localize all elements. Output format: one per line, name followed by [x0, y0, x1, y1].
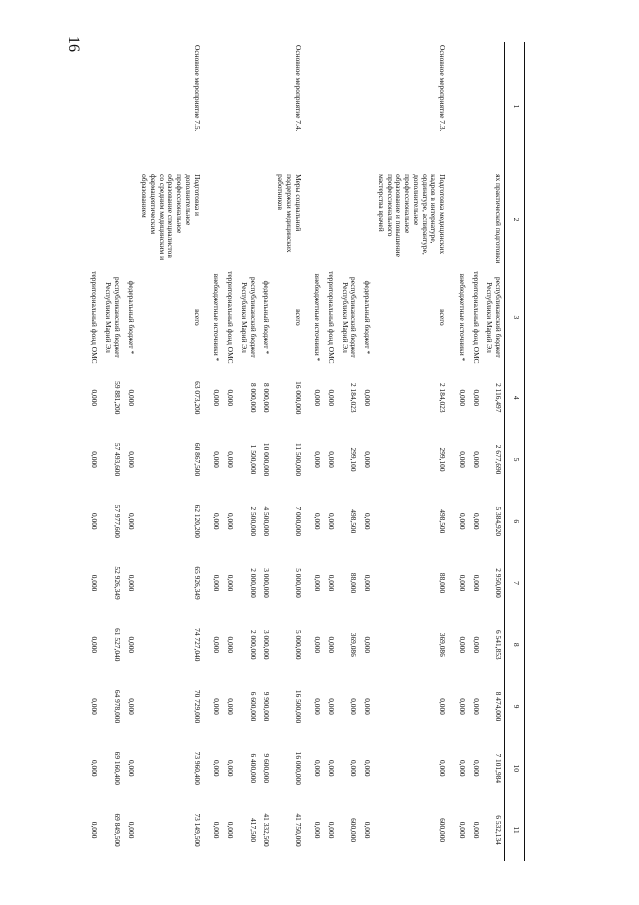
funding-source-cell: внебюджетные источники * [457, 273, 467, 362]
value-cell: 0,000 [226, 451, 236, 468]
funding-source-cell: всего [293, 309, 303, 326]
funding-source-cell: внебюджетные источники * [313, 273, 323, 362]
value-cell: 0,000 [313, 389, 323, 407]
value-cell: 0,000 [90, 512, 100, 530]
funding-source-cell: территориальный фонд ОМС [90, 271, 100, 364]
value-cell: 0,000 [226, 698, 236, 715]
value-cell: 2 184,023 [438, 383, 448, 413]
value-cell: 5 384,920 [494, 506, 504, 537]
description-cell [222, 171, 236, 268]
column-header-3: 3 [505, 268, 525, 367]
budget-table [87, 42, 525, 861]
value-cell: 0,000 [471, 759, 481, 777]
value-cell: 0,000 [327, 389, 337, 407]
value-cell: 0,000 [226, 389, 236, 407]
funding-source-cell: территориальный фонд ОМС [471, 271, 481, 364]
value-cell: 0,000 [327, 821, 337, 839]
value-cell: 52 926,349 [112, 566, 122, 600]
activity-cell [337, 42, 359, 171]
value-cell: 2 500,000 [248, 506, 258, 537]
value-cell: 0,000 [363, 821, 373, 839]
value-cell: 0,000 [471, 389, 481, 407]
activity-cell [482, 42, 505, 171]
value-cell: 0,000 [457, 389, 467, 407]
description-cell: Подготовка и дополнительное профессиональное образование специалистов со средним медицинским и фармацевтическим образованием [140, 174, 202, 261]
value-cell: 0,000 [212, 574, 222, 592]
value-cell: 0,000 [327, 512, 337, 530]
activity-cell [222, 42, 236, 171]
value-cell: 0,000 [126, 698, 136, 715]
value-cell: 417,500 [248, 818, 258, 843]
value-cell: 0,000 [90, 389, 100, 407]
value-cell: 74 727,040 [192, 628, 202, 662]
value-cell: 0,000 [126, 574, 136, 592]
activity-cell [87, 42, 101, 171]
activity-cell: Основное мероприятие 7.4. [293, 45, 303, 132]
value-cell: 0,000 [212, 821, 222, 839]
value-cell: 0,000 [212, 512, 222, 530]
column-header-1: 1 [505, 42, 525, 171]
column-header-5: 5 [505, 429, 525, 491]
value-cell: 0,000 [212, 389, 222, 407]
page-number: 16 [65, 36, 82, 52]
value-cell: 0,000 [90, 636, 100, 654]
table-row [272, 42, 303, 861]
funding-source-cell: внебюджетные источники * [212, 273, 222, 362]
value-cell: 0,000 [471, 698, 481, 715]
value-cell: 6 600,000 [248, 691, 258, 722]
description-cell: Меры социальной поддержки медицинских работников [276, 174, 303, 253]
value-cell: 0,000 [90, 759, 100, 777]
value-cell: 0,000 [457, 451, 467, 468]
value-cell: 498,500 [349, 509, 359, 534]
value-cell: 16 000,000 [293, 751, 303, 785]
value-cell: 10 000,000 [262, 442, 272, 477]
column-header-10: 10 [505, 737, 525, 799]
value-cell: 8 000,000 [262, 383, 272, 413]
value-cell: 60 867,500 [192, 442, 202, 477]
value-cell: 4 500,000 [262, 506, 272, 537]
rotated-page [90, 42, 525, 861]
activity-cell [123, 42, 137, 171]
value-cell: 73 149,500 [192, 813, 202, 847]
value-cell: 2 950,000 [494, 568, 504, 598]
description-cell: Подготовка медицинских кадров в интернатуре, ординатуре, аспирантуре, дополнительное профессиональное образование и повышение профессионального мастерства врачей [376, 174, 448, 257]
activity-cell: Основное мероприятие 7.3. [438, 45, 448, 132]
table-row [222, 42, 236, 861]
value-cell: 16 000,000 [293, 381, 303, 415]
value-cell: 0,000 [90, 574, 100, 592]
value-cell: 0,000 [313, 821, 323, 839]
value-cell: 0,000 [327, 636, 337, 654]
value-cell: 0,000 [313, 574, 323, 592]
funding-source-cell: всего [438, 309, 448, 326]
table-row [337, 42, 359, 861]
activity-cell [259, 42, 273, 171]
table-body [87, 42, 505, 861]
activity-cell [468, 42, 482, 171]
funding-source-cell: республиканский бюджет Республики Марий Эл [239, 277, 258, 358]
funding-source-cell: республиканский бюджет Республики Марий Эл [340, 277, 359, 358]
activity-cell [323, 42, 337, 171]
description-cell [323, 171, 337, 268]
table-row [323, 42, 337, 861]
value-cell: 0,000 [327, 574, 337, 592]
value-cell: 57 977,600 [112, 504, 122, 538]
description-cell [87, 171, 101, 268]
table-row [236, 42, 258, 861]
value-cell: 0,000 [126, 821, 136, 839]
value-cell: 0,000 [457, 821, 467, 839]
value-cell: 0,000 [471, 451, 481, 468]
value-cell: 0,000 [212, 636, 222, 654]
value-cell: 70 729,000 [192, 689, 202, 724]
value-cell: 2 000,000 [248, 630, 258, 660]
table-row [468, 42, 482, 861]
value-cell: 0,000 [313, 512, 323, 530]
table-row [137, 42, 203, 861]
description-cell [100, 171, 122, 268]
value-cell: 0,000 [349, 759, 359, 777]
value-cell: 0,000 [471, 512, 481, 530]
value-cell: 6 400,000 [248, 753, 258, 784]
value-cell: 41 750,000 [293, 813, 303, 847]
funding-source-cell: территориальный фонд ОМС [327, 271, 337, 364]
value-cell: 0,000 [126, 512, 136, 530]
value-cell: 69 160,400 [112, 751, 122, 785]
value-cell: 0,000 [212, 451, 222, 468]
description-cell [203, 171, 223, 268]
funding-source-cell: республиканский бюджет Республики Марий Эл [485, 277, 504, 358]
table-row [360, 42, 374, 861]
activity-cell [360, 42, 374, 171]
value-cell: 2 677,690 [494, 444, 504, 475]
value-cell: 0,000 [363, 636, 373, 654]
value-cell: 0,000 [126, 636, 136, 654]
description-cell [360, 171, 374, 268]
value-cell: 7 000,000 [293, 506, 303, 537]
value-cell: 0,000 [457, 636, 467, 654]
funding-source-cell: республиканский бюджет Республики Марий Эл [104, 277, 122, 358]
table-row [373, 42, 448, 861]
value-cell: 6 541,853 [494, 630, 504, 660]
value-cell: 0,000 [212, 698, 222, 715]
value-cell: 0,000 [349, 698, 359, 715]
value-cell: 0,000 [90, 698, 100, 715]
description-cell: ях практической подготовки [494, 174, 504, 264]
table-row [304, 42, 324, 861]
value-cell: 5 000,000 [293, 568, 303, 598]
value-cell: 0,000 [471, 574, 481, 592]
column-header-6: 6 [505, 490, 525, 552]
value-cell: 0,000 [363, 451, 373, 468]
value-cell: 9 900,000 [262, 691, 272, 722]
value-cell: 0,000 [438, 698, 448, 715]
activity-cell [203, 42, 223, 171]
value-cell: 0,000 [457, 759, 467, 777]
activity-cell [100, 42, 122, 171]
value-cell: 600,000 [349, 818, 359, 843]
value-cell: 41 332,500 [262, 813, 272, 847]
value-cell: 6 532,134 [494, 815, 504, 845]
value-cell: 0,000 [313, 759, 323, 777]
value-cell: 88,000 [349, 572, 359, 594]
value-cell: 0,000 [226, 821, 236, 839]
funding-source-cell: федеральный бюджет * [126, 280, 136, 355]
value-cell: 64 978,000 [112, 689, 122, 724]
value-cell: 0,000 [363, 759, 373, 777]
value-cell: 62 120,200 [192, 504, 202, 538]
value-cell: 3 000,000 [262, 568, 272, 598]
value-cell: 16 500,000 [293, 689, 303, 724]
column-header-7: 7 [505, 552, 525, 614]
table-row [203, 42, 223, 861]
description-cell [259, 171, 273, 268]
value-cell: 299,100 [438, 447, 448, 472]
value-cell: 65 926,349 [192, 566, 202, 600]
value-cell: 0,000 [363, 698, 373, 715]
description-cell [448, 171, 468, 268]
description-cell [468, 171, 482, 268]
value-cell: 1 500,000 [248, 444, 258, 475]
value-cell: 0,000 [90, 821, 100, 839]
value-cell: 7 101,984 [494, 753, 504, 784]
value-cell: 0,000 [457, 574, 467, 592]
value-cell: 600,000 [438, 818, 448, 843]
value-cell: 5 000,000 [293, 630, 303, 660]
activity-cell [448, 42, 468, 171]
value-cell: 369,086 [438, 632, 448, 657]
description-cell [236, 171, 258, 268]
value-cell: 0,000 [90, 451, 100, 468]
value-cell: 498,500 [438, 509, 448, 534]
table-row [100, 42, 122, 861]
funding-source-cell: всего [192, 309, 202, 326]
value-cell: 0,000 [471, 821, 481, 839]
table-row [123, 42, 137, 861]
value-cell: 0,000 [226, 574, 236, 592]
value-cell: 369,086 [349, 632, 359, 657]
value-cell: 0,000 [363, 512, 373, 530]
table-row [259, 42, 273, 861]
description-cell [123, 171, 137, 268]
value-cell: 0,000 [126, 759, 136, 777]
funding-source-cell: территориальный фонд ОМС [226, 271, 236, 364]
value-cell: 0,000 [363, 574, 373, 592]
value-cell: 0,000 [471, 636, 481, 654]
value-cell: 0,000 [457, 512, 467, 530]
column-header-2: 2 [505, 171, 525, 268]
value-cell: 88,000 [438, 572, 448, 594]
value-cell: 0,000 [313, 698, 323, 715]
value-cell: 0,000 [327, 698, 337, 715]
value-cell: 3 000,000 [262, 630, 272, 660]
value-cell: 8 474,000 [494, 691, 504, 722]
value-cell: 299,100 [349, 447, 359, 472]
value-cell: 0,000 [313, 636, 323, 654]
value-cell: 59 881,200 [112, 381, 122, 415]
value-cell: 9 600,000 [262, 753, 272, 784]
value-cell: 0,000 [313, 451, 323, 468]
column-header-9: 9 [505, 676, 525, 738]
value-cell: 2 000,000 [248, 568, 258, 598]
column-header-8: 8 [505, 614, 525, 676]
value-cell: 0,000 [327, 759, 337, 777]
value-cell: 0,000 [438, 759, 448, 777]
value-cell: 0,000 [327, 451, 337, 468]
value-cell: 0,000 [226, 759, 236, 777]
value-cell: 0,000 [226, 512, 236, 530]
table-header [505, 42, 525, 861]
activity-cell: Основное мероприятие 7.5. [192, 45, 202, 132]
value-cell: 63 073,200 [192, 381, 202, 415]
value-cell: 0,000 [212, 759, 222, 777]
value-cell: 61 527,040 [112, 628, 122, 662]
funding-source-cell: федеральный бюджет * [363, 280, 373, 355]
funding-source-cell: федеральный бюджет * [262, 280, 272, 355]
description-cell [337, 171, 359, 268]
column-header-11: 11 [505, 799, 525, 861]
value-cell: 57 493,600 [112, 442, 122, 477]
description-cell [304, 171, 324, 268]
activity-cell [304, 42, 324, 171]
value-cell: 0,000 [226, 636, 236, 654]
table-row [482, 42, 505, 861]
value-cell: 2 116,497 [494, 383, 504, 413]
table-row [448, 42, 468, 861]
value-cell: 2 184,023 [349, 383, 359, 413]
value-cell: 73 960,400 [192, 751, 202, 785]
value-cell: 0,000 [126, 389, 136, 407]
value-cell: 0,000 [457, 698, 467, 715]
value-cell: 0,000 [126, 451, 136, 468]
value-cell: 11 500,000 [293, 443, 303, 477]
header-row [505, 42, 525, 861]
value-cell: 0,000 [363, 389, 373, 407]
value-cell: 69 849,500 [112, 813, 122, 847]
activity-cell [236, 42, 258, 171]
value-cell: 8 000,000 [248, 383, 258, 413]
column-header-4: 4 [505, 367, 525, 429]
table-row [87, 42, 101, 861]
